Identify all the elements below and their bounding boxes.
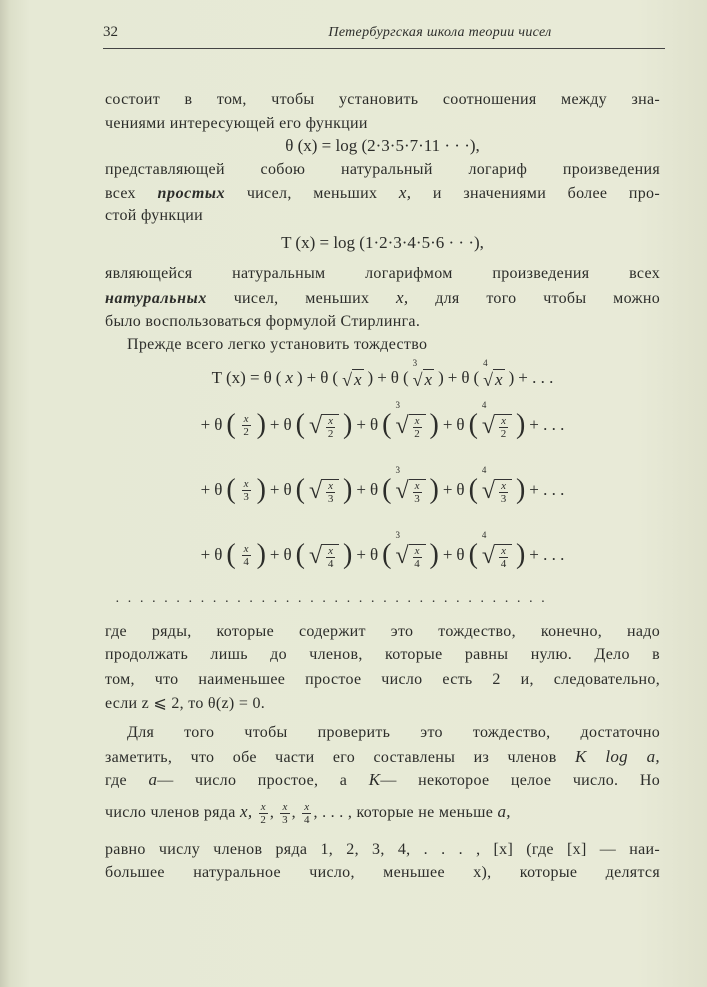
fourth-root: 4 √ $\frac{x}{2}$: [482, 411, 512, 440]
word: для того чтобы можно: [435, 290, 661, 307]
theta: θ: [369, 480, 379, 499]
fourth-root: 4 √ $\frac{x}{3}$: [482, 476, 512, 505]
plus: +: [442, 480, 453, 499]
fraction: [242, 413, 251, 438]
var-x: x: [353, 370, 362, 389]
plus: +: [356, 545, 366, 564]
theta: θ: [456, 545, 465, 564]
numerator: x: [501, 544, 506, 557]
ellipsis: + . . .: [518, 368, 554, 387]
fourth-root: 4 √ $\frac{x}{4}$: [482, 541, 512, 570]
cube-root: 3 √ $\frac{x}{2}$: [395, 411, 425, 440]
word: заметить, что обе части его составлены из членов: [105, 749, 557, 766]
denominator: 4: [303, 813, 310, 826]
variable: K log a,: [575, 747, 660, 766]
variable: a,: [497, 802, 511, 821]
theta: θ: [456, 480, 465, 499]
fraction: [259, 801, 268, 826]
plus: +: [447, 368, 458, 387]
numerator: x: [243, 542, 249, 555]
numerator: x: [282, 800, 288, 813]
variable: x,: [239, 802, 253, 821]
fourth-root: 4 √ x: [483, 358, 503, 390]
numerator: x: [328, 414, 334, 427]
theta: θ: [283, 480, 292, 499]
root-index: 3: [395, 464, 400, 475]
text-line: [105, 288, 660, 308]
variable: a: [148, 770, 158, 789]
fraction: [242, 543, 251, 568]
plus: +: [200, 480, 211, 499]
cube-root: 3 √ $\frac{x}{4}$: [395, 541, 425, 570]
numerator: x: [328, 544, 334, 557]
root-index: 3: [395, 399, 400, 410]
denominator: 3: [243, 490, 249, 503]
text-line: [105, 770, 660, 790]
fraction: [242, 478, 251, 503]
word: всех: [105, 185, 136, 202]
identity-row-3: + θ ( $\frac{x}{3}$ ) + θ ( √ $\frac{x}{3}$ ) + θ ( 3 √ $\frac{x}{3}$ ) + θ ( 4 √ $\frac{x}{3}$ ) + . . .: [200, 464, 565, 505]
plus: +: [356, 415, 366, 434]
identity-row-4: + θ ( $\frac{x}{4}$ ) + θ ( √ $\frac{x}{4}$ ) + θ ( 3 √ $\frac{x}{4}$ ) + θ ( 4 √ $\frac{x}{4}$ ) + . . .: [200, 529, 565, 570]
emphasis: натуральных: [105, 290, 207, 307]
variable: x,: [396, 288, 409, 307]
fraction: [413, 480, 422, 505]
denominator: 3: [327, 492, 334, 505]
theta: θ: [214, 415, 223, 434]
text-line: являющейся натуральным логарифмом произведения всех: [105, 265, 660, 282]
word: число членов ряда: [105, 804, 236, 821]
denominator: 3: [414, 492, 420, 505]
text-line: было воспользоваться формулой Стирлинга.: [105, 313, 421, 330]
theta: θ: [461, 368, 470, 387]
denominator: 2: [243, 425, 249, 438]
word: , . . . , которые не меньше: [313, 804, 494, 821]
text-line: большее натуральное число, меньшее x), которые делятся: [105, 864, 660, 881]
root-index: 3: [412, 358, 418, 368]
identity-row-2: + θ ( $\frac{x}{2}$ ) + θ ( √ $\frac{x}{2}$ ) + θ ( 3 √ $\frac{x}{2}$ ) + θ ( 4 √ $\frac{x}{2}$ ) + . . .: [200, 399, 565, 440]
fraction: [499, 545, 508, 570]
plus: +: [269, 415, 280, 434]
sqrt: √ $\frac{x}{4}$: [309, 541, 339, 570]
fraction: [499, 415, 508, 440]
denominator: 2: [260, 813, 267, 826]
sqrt: √ $\frac{x}{3}$: [309, 476, 339, 505]
fraction: [326, 415, 335, 440]
page-number: 32: [103, 24, 118, 40]
denominator: 4: [243, 555, 249, 568]
text-line: чениями интересующей его функции: [105, 115, 368, 132]
variable: x,: [398, 183, 412, 202]
root-index: 4: [481, 399, 487, 410]
fraction: [326, 545, 335, 570]
theta: θ: [214, 480, 223, 499]
theta: θ: [369, 415, 379, 434]
plus: +: [200, 415, 211, 434]
ellipsis: + . . .: [529, 480, 565, 499]
emphasis: простых: [157, 185, 226, 202]
word: и значениями более про-: [432, 185, 660, 202]
numerator: x: [304, 800, 310, 813]
denominator: 2: [500, 427, 507, 440]
plus: +: [356, 480, 366, 499]
numerator: x: [414, 544, 420, 557]
cube-root: 3 √ $\frac{x}{3}$: [395, 476, 425, 505]
word: — некоторое целое число. Но: [380, 772, 660, 789]
denominator: 4: [500, 557, 507, 570]
denominator: 3: [282, 813, 288, 826]
denominator: 3: [500, 492, 507, 505]
text-line: Для того чтобы проверить это тождество, достаточно: [127, 724, 660, 741]
word: чисел, меньших: [233, 290, 370, 307]
theta: θ: [320, 368, 329, 387]
plus: +: [269, 545, 280, 564]
continuation-dots: · · · · · · · · · · · · · · · · · · · · · · · · · · · · · · · · · · · ·: [115, 595, 548, 610]
plus: +: [200, 545, 211, 564]
fraction: [413, 415, 422, 440]
text-line: где ряды, которые содержит это тождество, конечно, надо: [105, 623, 660, 640]
formula-T: T (x) = log (1·2·3·4·5·6 · · ·),: [281, 233, 484, 252]
text-line: равно числу членов ряда 1, 2, 3, 4, . . . , [x] (где [x] — наи-: [105, 841, 660, 858]
root-index: 3: [395, 529, 400, 540]
numerator: x: [414, 414, 420, 427]
text-line: если z ⩽ 2, то θ(z) = 0.: [105, 695, 266, 712]
root-index: 4: [481, 464, 487, 475]
plus: +: [442, 545, 453, 564]
word: чисел, меньших: [246, 185, 378, 202]
denominator: 2: [414, 427, 420, 440]
sqrt: √ $\frac{x}{2}$: [309, 411, 339, 440]
text-line: стой функции: [105, 207, 204, 224]
plus: +: [306, 368, 317, 387]
ellipsis: + . . .: [529, 415, 565, 434]
numerator: x: [243, 477, 249, 490]
numerator: x: [243, 412, 249, 425]
numerator: x: [501, 479, 506, 492]
header-rule: [103, 48, 665, 49]
sqrt: √ x: [342, 370, 362, 390]
ellipsis: + . . .: [529, 545, 565, 564]
root-index: 4: [483, 358, 488, 368]
text-line: [105, 183, 660, 203]
plus: +: [377, 368, 387, 387]
fraction: [326, 480, 335, 505]
numerator: x: [328, 479, 334, 492]
word: — число простое, а: [157, 772, 348, 789]
lhs: T (x) =: [211, 368, 260, 387]
plus: +: [269, 480, 280, 499]
text-line: состоит в том, чтобы установить соотношения между зна-: [105, 91, 660, 108]
var-x: x: [424, 370, 433, 389]
fraction: [499, 480, 508, 505]
numerator: x: [501, 414, 506, 427]
variable: K: [368, 770, 381, 789]
denominator: 4: [327, 557, 334, 570]
identity-row-1: T (x) = θ ( x ) + θ ( √ x ) + θ ( 3 √ x ) + θ ( 4 √ x ) + . . .: [211, 358, 554, 390]
text-line: Прежде всего легко установить тождество: [127, 336, 428, 353]
var-x: x: [495, 370, 503, 389]
text-line: [105, 747, 660, 767]
theta: θ: [369, 545, 379, 564]
fraction: [302, 801, 311, 826]
text-line: продолжать лишь до членов, которые равны нулю. Дело в: [105, 646, 660, 663]
plus: +: [442, 415, 453, 434]
numerator: x: [414, 479, 420, 492]
denominator: 2: [327, 427, 334, 440]
theta: θ: [283, 415, 292, 434]
numerator: x: [260, 800, 266, 813]
text-line: число членов ряда x, $\frac{x}{2}$ , $\frac{x}{3}$ , $\frac{x}{4}$ , . . . , которые не меньше a,: [105, 800, 511, 826]
fraction: [280, 801, 289, 826]
word: где: [105, 772, 127, 789]
var-x: x: [285, 368, 293, 387]
theta: θ: [214, 545, 223, 564]
theta: θ: [456, 415, 465, 434]
denominator: 4: [414, 557, 420, 570]
fraction: [413, 545, 422, 570]
text-line: представляющей собою натуральный логариф произведения: [105, 161, 660, 178]
theta: θ: [283, 545, 292, 564]
text-line: том, что наименьшее простое число есть 2 и, следовательно,: [105, 671, 660, 688]
running-title: Петербургская школа теории чисел: [328, 25, 552, 40]
theta: θ: [390, 368, 399, 387]
formula-theta: θ (x) = log (2·3·5·7·11 · · ·),: [285, 136, 480, 155]
theta: θ: [263, 368, 272, 387]
root-index: 4: [481, 529, 487, 540]
cube-root: 3 √ x: [412, 358, 433, 390]
